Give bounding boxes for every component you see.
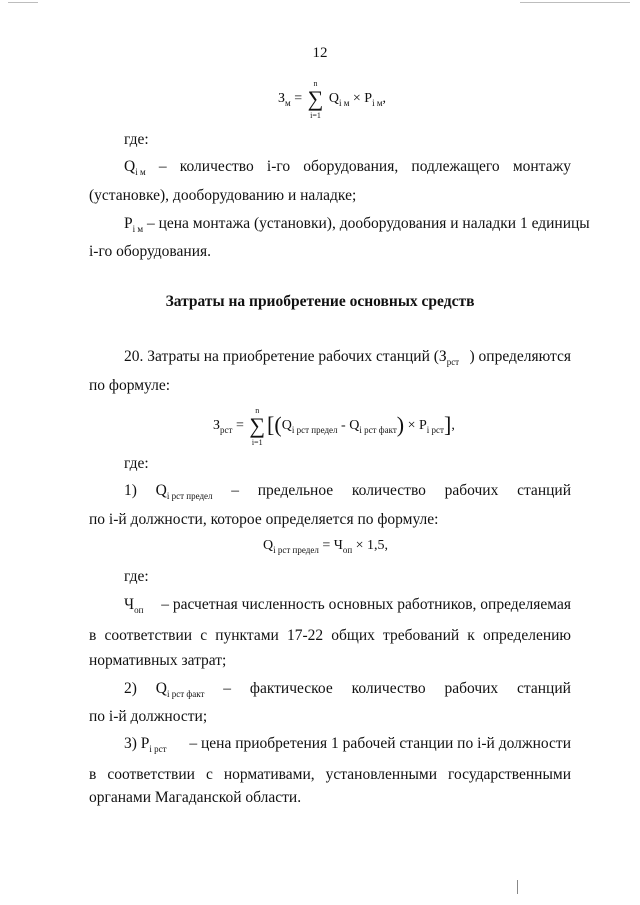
chop-definition-line1: $Ч_{оп}$ – расчетная численность основных работников, определяемая bbox=[124, 596, 571, 615]
formula-limit-quantity: $Q_{i рст предел} = Ч_{оп} \times 1,5$, bbox=[263, 538, 389, 555]
scan-mark bbox=[517, 880, 518, 894]
paragraph-20-line2: по формуле: bbox=[89, 377, 171, 394]
formula-workstation-cost: $З_{рст}$ = ∑ n i=1 $[(Q_{i рст предел} - Q_{i рст факт}) \times P_{i рст}]$, bbox=[213, 406, 455, 447]
item1-line2: по i-й должности, которое определяется по формуле: bbox=[89, 511, 439, 528]
item2-line1: 2) $Q_{i рст факт}$ – фактическое количество рабочих станций bbox=[124, 680, 571, 699]
p-definition-line2: i-го оборудования. bbox=[89, 243, 211, 260]
section-heading: Затраты на приобретение основных средств bbox=[165, 293, 475, 310]
sum-sign: ∑ n i=1 bbox=[307, 79, 324, 120]
where-label-3: где: bbox=[124, 568, 149, 585]
scan-edge-right bbox=[520, 2, 630, 3]
item3-line3: органами Магаданской области. bbox=[89, 789, 302, 806]
item1-line1: 1) $Q_{i рст предел}$ – предельное количество рабочих станций bbox=[124, 482, 571, 501]
chop-definition-line2: в соответствии с пунктами 17-22 общих требований к определению bbox=[89, 627, 571, 644]
scan-edge-left bbox=[8, 2, 38, 3]
item3-line1: 3) $P_{i рст}$ – цена приобретения 1 рабочей станции по i-й должности bbox=[124, 735, 571, 754]
q-definition-line2: (установке), дооборудованию и наладке; bbox=[89, 187, 357, 204]
p-definition-line1: $P_{i м}$ – цена монтажа (установки), дооборудования и наладки 1 единицы bbox=[124, 215, 590, 234]
where-label-1: где: bbox=[124, 131, 149, 148]
item2-line2: по i-й должности; bbox=[89, 708, 208, 725]
paragraph-20-line1: 20. Затраты на приобретение рабочих станций ($З_{рст}$ ) определяются bbox=[124, 348, 571, 367]
chop-definition-line3: нормативных затрат; bbox=[89, 652, 227, 669]
where-label-2: где: bbox=[124, 455, 149, 472]
item3-line2: в соответствии с нормативами, установленными государственными bbox=[89, 766, 571, 783]
formula-installation-cost: $З_м$ = ∑ n i=1 $Q_{i м} \times P_{i м}$, bbox=[278, 79, 387, 120]
q-definition-line1: $Q_{i м}$ – количество i-го оборудования, подлежащего монтажу bbox=[124, 158, 571, 177]
page-number: 12 bbox=[312, 45, 328, 61]
sum-sign: ∑ n i=1 bbox=[249, 406, 266, 447]
